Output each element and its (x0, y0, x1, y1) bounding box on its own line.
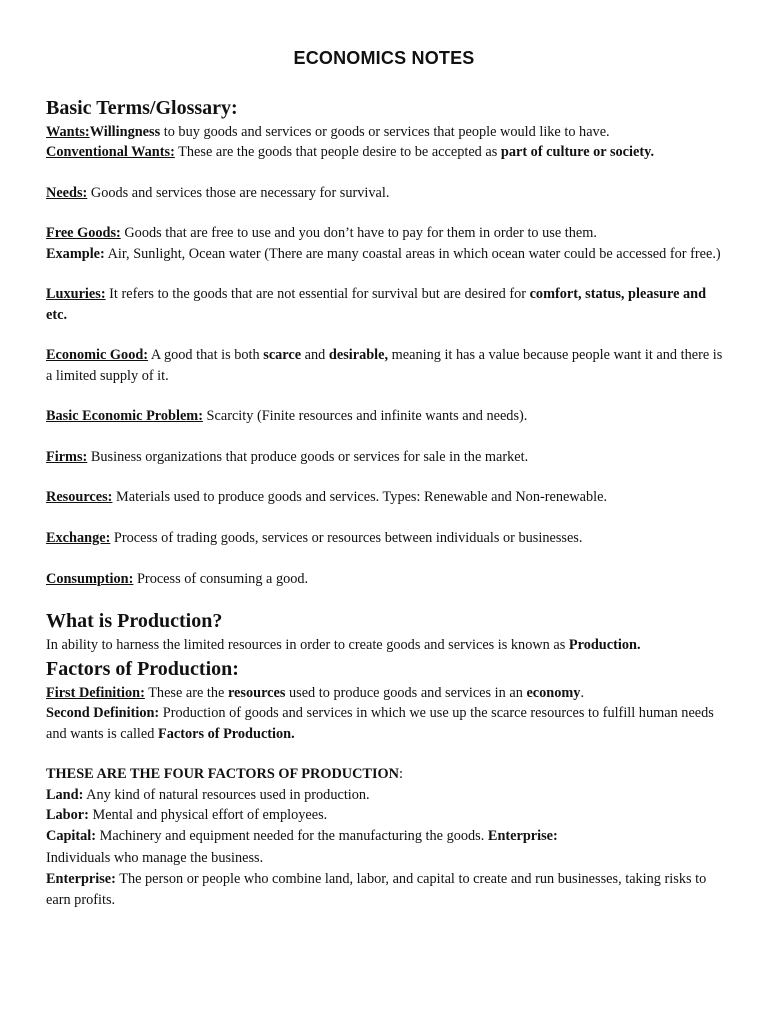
first-definition (46, 683, 726, 703)
cons-text: Process of consuming a good. (133, 570, 309, 587)
entry-resources (46, 487, 726, 507)
conv-bold: part of culture or society. (500, 144, 655, 161)
conv-text: These are the goods that people desire to be accepted as (174, 144, 501, 161)
entry-example (46, 244, 726, 264)
term-basic-economic-problem: Basic Economic Problem: (46, 408, 203, 425)
term-wants: Wants: (46, 124, 90, 140)
entry-firms (46, 447, 726, 467)
factor-labor (46, 805, 726, 825)
entry-exchange (46, 528, 726, 548)
capital-text: Machinery and equipment needed for the manufacturing the goods. (96, 828, 488, 845)
second-definition (46, 703, 726, 744)
capital-label: Capital: (46, 828, 97, 845)
term-economic-good: Economic Good: (46, 347, 149, 364)
term-free-goods: Free Goods: (46, 225, 121, 242)
entry-luxuries (46, 284, 726, 325)
lux-bold: comfort, status, pleasure and etc. (46, 286, 707, 323)
term-exchange: Exchange: (46, 529, 111, 546)
wants-text: to buy goods and services or goods or services that people would like to have. (160, 124, 610, 140)
four-factors-heading (46, 764, 726, 784)
eg-text-1: A good that is both (148, 347, 264, 364)
production-definition (46, 635, 726, 655)
eg-bold-2: desirable, (328, 347, 389, 364)
enterprise-label: Enterprise: (46, 871, 116, 888)
eg-text-3: meaning it has a value because people want it and there is a limited supply of it. (46, 347, 723, 384)
firms-text: Business organizations that produce goods or services for sale in the market. (87, 448, 529, 465)
individuals-line: Individuals who manage the business. (46, 850, 264, 867)
factor-enterprise (46, 869, 726, 910)
four-factors-colon: : (398, 766, 403, 783)
def1-bold-1: resources (227, 685, 286, 702)
bep-text: Scarcity (Finite resources and infinite wants and needs). (202, 408, 528, 425)
term-firms: Firms: (46, 448, 88, 465)
production-text: In ability to harness the limited resources in order to create goods and services is known as (46, 636, 569, 653)
production-heading: What is Production? (46, 609, 223, 632)
document-title: ECONOMICS NOTES (293, 48, 475, 68)
factors-heading: Factors of Production: (46, 658, 239, 681)
entry-wants (46, 122, 726, 142)
entry-economic-good (46, 345, 726, 386)
land-text: Any kind of natural resources used in production. (83, 786, 370, 803)
labor-text: Mental and physical effort of employees. (88, 806, 328, 823)
enterprise-text: The person or people who combine land, labor, and capital to create and run businesses, taking risks to earn profits. (46, 871, 707, 908)
def1-text-2: used to produce goods and services in an (285, 685, 527, 702)
def1-bold-2: economy (526, 685, 581, 702)
entry-basic-economic-problem (46, 406, 726, 426)
term-needs: Needs: (46, 184, 88, 201)
exch-text: Process of trading goods, services or resources between individuals or businesses. (110, 529, 583, 546)
lux-text: It refers to the goods that are not essential for survival but are desired for (105, 286, 530, 303)
def2-bold: Factors of Production. (157, 725, 295, 742)
entry-conventional-wants (46, 142, 726, 162)
example-label: Example: (46, 245, 105, 262)
document-body (46, 94, 726, 910)
entry-consumption (46, 569, 726, 589)
example-text: Air, Sunlight, Ocean water (There are many coastal areas in which ocean water could be accessed for free.) (104, 245, 721, 262)
term-conventional-wants: Conventional Wants: (46, 144, 175, 161)
land-label: Land: (46, 786, 84, 803)
four-factors-bold: THESE ARE THE FOUR FACTORS OF PRODUCTION (46, 766, 399, 783)
entry-free-goods (46, 223, 726, 243)
capital-enterprise-bold: Enterprise: (487, 828, 558, 845)
def1-text-1: These are the (144, 685, 228, 702)
needs-text: Goods and services those are necessary for survival. (87, 184, 390, 201)
res-text: Materials used to produce goods and services. Types: Renewable and Non-renewable. (112, 489, 608, 506)
glossary-heading: Basic Terms/Glossary: (46, 97, 238, 119)
term-consumption: Consumption: (46, 570, 134, 587)
def1-text-3: . (580, 685, 585, 702)
eg-text-2: and (301, 347, 329, 364)
term-resources: Resources: (46, 489, 113, 506)
second-definition-label: Second Definition: (46, 705, 160, 722)
term-luxuries: Luxuries: (46, 286, 106, 303)
factor-land (46, 785, 726, 805)
labor-label: Labor: (46, 806, 89, 823)
production-bold: Production. (568, 636, 641, 653)
factor-capital (46, 825, 726, 847)
free-text: Goods that are free to use and you don’t have to pay for them in order to use them. (120, 225, 597, 242)
entry-needs (46, 183, 726, 203)
eg-bold-1: scarce (263, 347, 302, 364)
def2-text: Production of goods and services in which we use up the scarce resources to fulfill human needs and wants is called (46, 705, 714, 742)
first-definition-label: First Definition: (46, 685, 145, 702)
wants-bold: Willingness (89, 124, 161, 140)
